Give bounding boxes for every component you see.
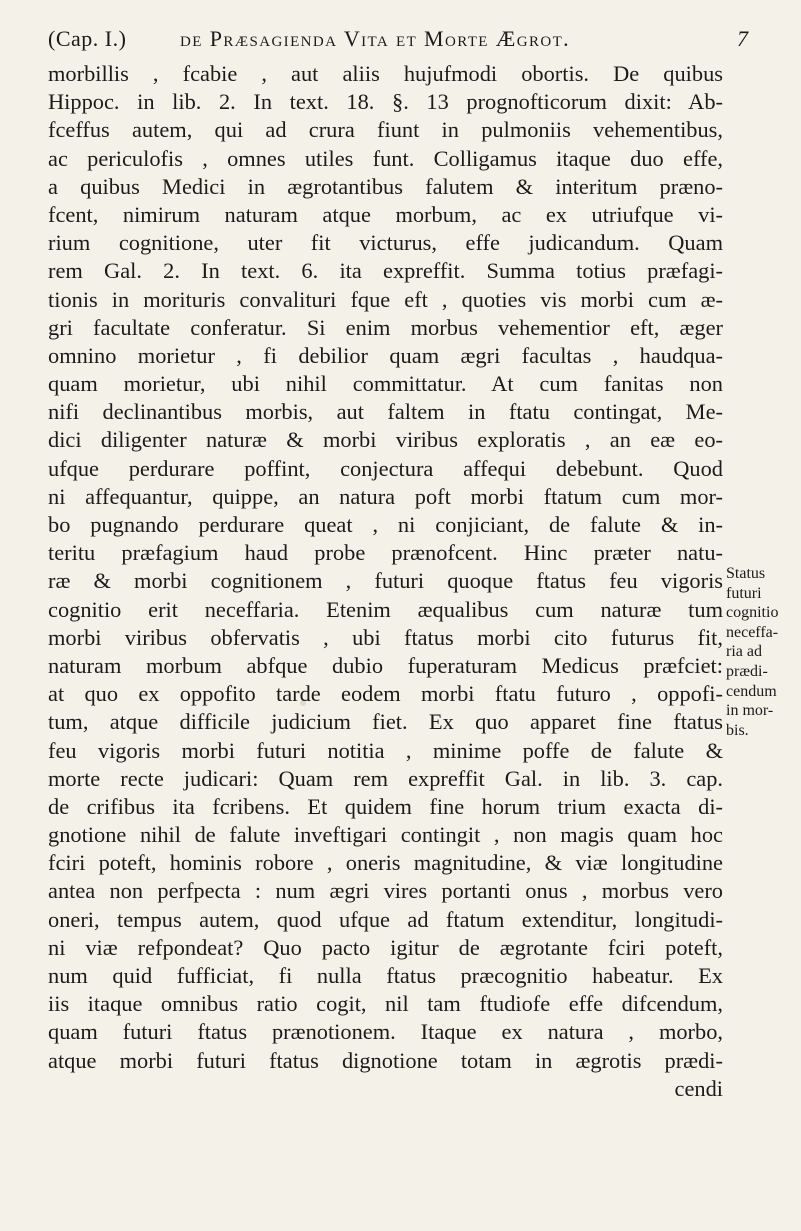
running-title: de Præsagienda Vita et Morte Ægrot.: [180, 26, 571, 51]
text-line: num quid fufficiat, fi nulla ftatus præcognitio habeatur. Ex: [48, 963, 723, 988]
text-line: quam futuri ftatus prænotionem. Itaque ex natura , morbo,: [48, 1019, 723, 1045]
page-number: 7: [737, 26, 748, 51]
chapter-label: (Cap. I.): [48, 26, 127, 51]
text-line: rium cognitione, uter fit victurus, effe judicandum. Quam: [48, 230, 723, 256]
text-line: nifi declinantibus morbis, aut faltem in ftatu contingat, Me-: [48, 399, 723, 425]
text-line: morbillis , fcabie , aut aliis hujufmodi obortis. De quibus: [48, 61, 723, 86]
text-line: morte recte judicari: Quam rem expreffit Gal. in lib. 3. cap.: [48, 765, 723, 791]
text-line: morbi viribus obfervatis , ubi ftatus morbi cito futurus fit,: [48, 624, 723, 650]
text-line: feu vigoris morbi futuri notitia , minime poffe de falute &: [48, 737, 723, 763]
text-line: bo pugnando perdurare queat , ni conjiciant, de falute & in-: [48, 512, 723, 537]
text-line: cognitio erit neceffaria. Etenim æqualibus cum naturæ tum: [48, 596, 723, 622]
text-line: ufque perdurare poffint, conjectura affequi debebunt. Quod: [48, 455, 723, 481]
text-line: de crifibus ita fcribens. Et quidem fine horum trium exacta di-: [48, 793, 723, 819]
marginal-note-line: bis.: [726, 721, 749, 739]
marginal-note-line: cognitio: [726, 604, 779, 622]
text-line: ni viæ refpondeat? Quo pacto igitur de ægrotante fciri poteft,: [48, 934, 723, 960]
text-line: naturam morbum abfque dubio fuperaturam Medicus præfciet:: [48, 652, 723, 678]
text-line: omnino morietur , fi debilior quam ægri facultas , haudqua-: [48, 342, 723, 368]
marginal-note-line: prædi-: [726, 662, 768, 680]
text-line: teritu præfagium haud probe prænofcent. Hinc præter natu-: [48, 540, 723, 566]
text-line: iis itaque omnibus ratio cogit, nil tam ftudiofe effe difcendum,: [48, 991, 723, 1017]
text-line: Hippoc. in lib. 2. In text. 18. §. 13 prognofticorum dixit: Ab-: [48, 89, 723, 115]
marginal-note-line: in mor-: [726, 702, 774, 720]
marginal-note: [726, 564, 796, 740]
text-line: gnotione nihil de falute inveftigari contingit , non magis quam hoc: [48, 822, 723, 848]
text-line: rem Gal. 2. In text. 6. ita expreffit. Summa totius præfagi-: [48, 258, 723, 284]
text-line: atque morbi futuri ftatus dignotione totam in ægrotis prædi-: [48, 1047, 723, 1073]
text-line: antea non perfpecta : num ægri vires portanti onus , morbus vero: [48, 878, 723, 904]
text-line: quam morietur, ubi nihil committatur. At cum fanitas non: [48, 371, 723, 397]
text-line: at quo ex oppofito tarde eodem morbi ftatu futuro , oppofi-: [48, 681, 723, 707]
text-line: gri facultate conferatur. Si enim morbus vehementior eft, æger: [48, 314, 723, 340]
text-line: tum, atque difficile judicium fiet. Ex quo apparet fine ftatus: [48, 709, 723, 735]
text-line: ni affequantur, quippe, an natura poft morbi ftatum cum mor-: [48, 483, 723, 509]
marginal-note-line: Status: [726, 565, 766, 582]
marginal-note-line: futuri: [726, 584, 762, 602]
text-line: tionis in morituris convalituri fque eft , quoties vis morbi cum æ-: [48, 286, 723, 312]
text-line: dici diligenter naturæ & morbi viribus exploratis , an eæ eo-: [48, 427, 723, 453]
marginal-note-line: ria ad: [726, 643, 762, 661]
text-line: oneri, tempus autem, quod ufque ad ftatum extenditur, longitudi-: [48, 906, 723, 932]
text-line: ræ & morbi cognitionem , futuri quoque ftatus feu vigoris: [48, 568, 723, 594]
text-line: ac periculofis , omnes utiles funt. Colligamus itaque duo effe,: [48, 145, 723, 171]
marginal-note-line: cendum: [726, 682, 777, 700]
main-text: [48, 60, 723, 1103]
marginal-note-line: neceffa-: [726, 623, 779, 641]
text-line: fcent, nimirum naturam atque morbum, ac ex utriufque vi-: [48, 201, 723, 227]
text-line: a quibus Medici in ægrotantibus falutem & interitum præno-: [48, 173, 723, 199]
text-line: cendi: [674, 1075, 723, 1101]
running-header: [48, 26, 748, 56]
text-line: fceffus autem, qui ad crura fiunt in pulmoniis vehementibus,: [48, 117, 723, 143]
text-line: fciri poteft, hominis robore , oneris magnitudine, & viæ longitudine: [48, 850, 723, 876]
